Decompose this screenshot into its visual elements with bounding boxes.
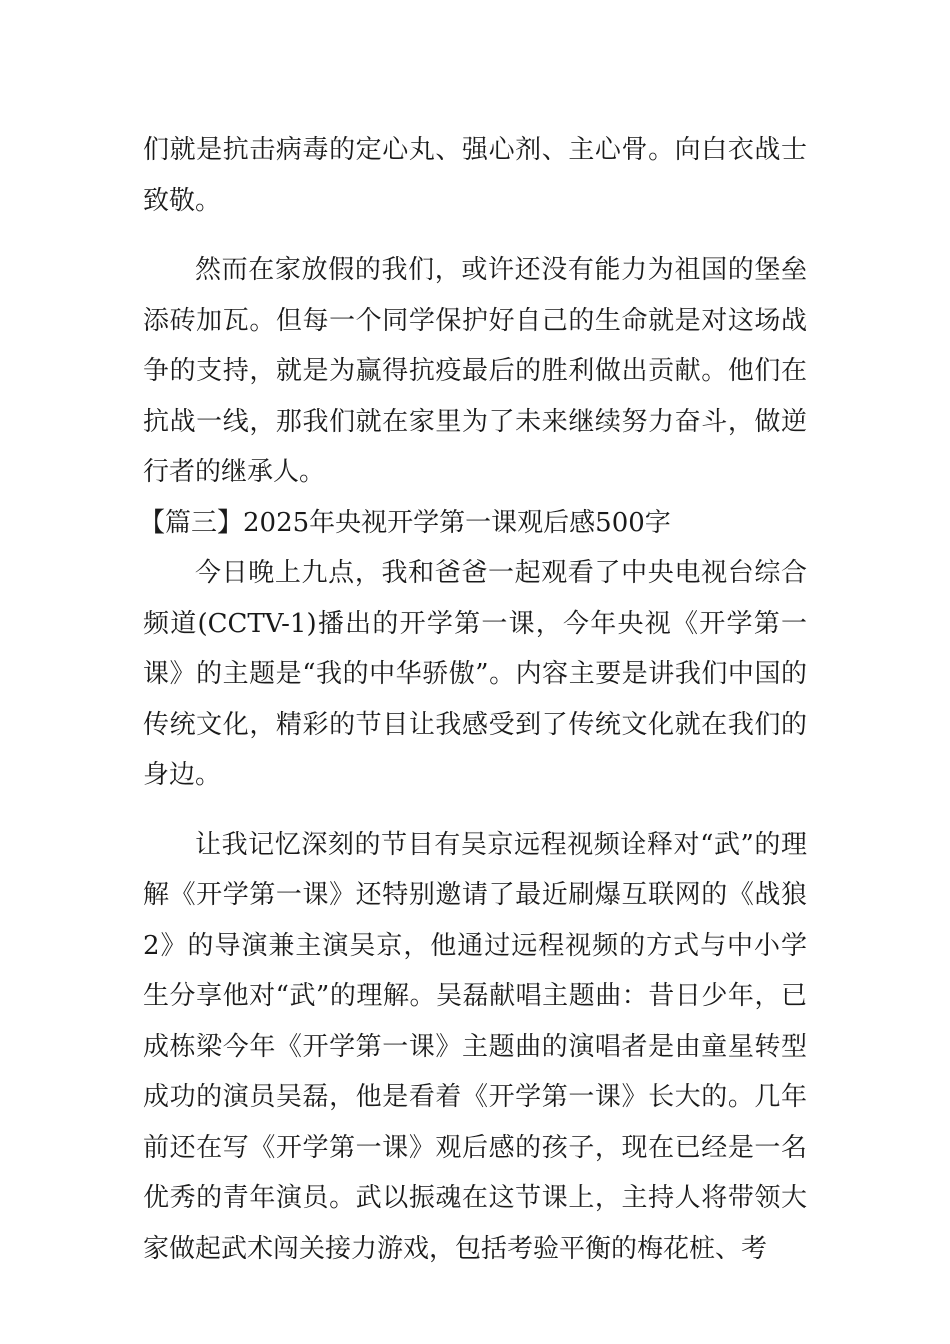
paragraph: 今日晚上九点，我和爸爸一起观看了中央电视台综合频道(CCTV-1)播出的开学第一课，今年央视《开学第一课》的主题是“我的中华骄傲”。内容主要是讲我们中国的传统文化，精彩的节目让我感受到了传统文化就在我们的身边。 [143, 558, 807, 790]
section-heading: 【篇三】2025年央视开学第一课观后感500字 [139, 507, 671, 538]
paragraph: 然而在家放假的我们，或许还没有能力为祖国的堡垒添砖加瓦。但每一个同学保护好自己的生命就是对这场战争的支持，就是为赢得抗疫最后的胜利做出贡献。他们在抗战一线，那我们就在家里为了未来继续努力奋斗，做逆行者的继承人。 [143, 255, 807, 487]
document-body [139, 125, 807, 1274]
paragraph: 让我记忆深刻的节目有吴京远程视频诠释对“武”的理解《开学第一课》还特别邀请了最近刷爆互联网的《战狼2》的导演兼主演吴京，他通过远程视频的方式与中小学生分享他对“武”的理解。吴磊献唱主题曲：昔日少年，已成栋梁今年《开学第一课》主题曲的演唱者是由童星转型成功的演员吴磊，他是看着《开学第一课》长大的。几年前还在写《开学第一课》观后感的孩子，现在已经是一名优秀的青年演员。武以振魂在这节课上，主持人将带领大家做起武术闯关接力游戏，包括考验平衡的梅花桩、考 [143, 829, 807, 1264]
paragraph-continuation: 们就是抗击病毒的定心丸、强心剂、主心骨。向白衣战士致敬。 [143, 135, 807, 216]
